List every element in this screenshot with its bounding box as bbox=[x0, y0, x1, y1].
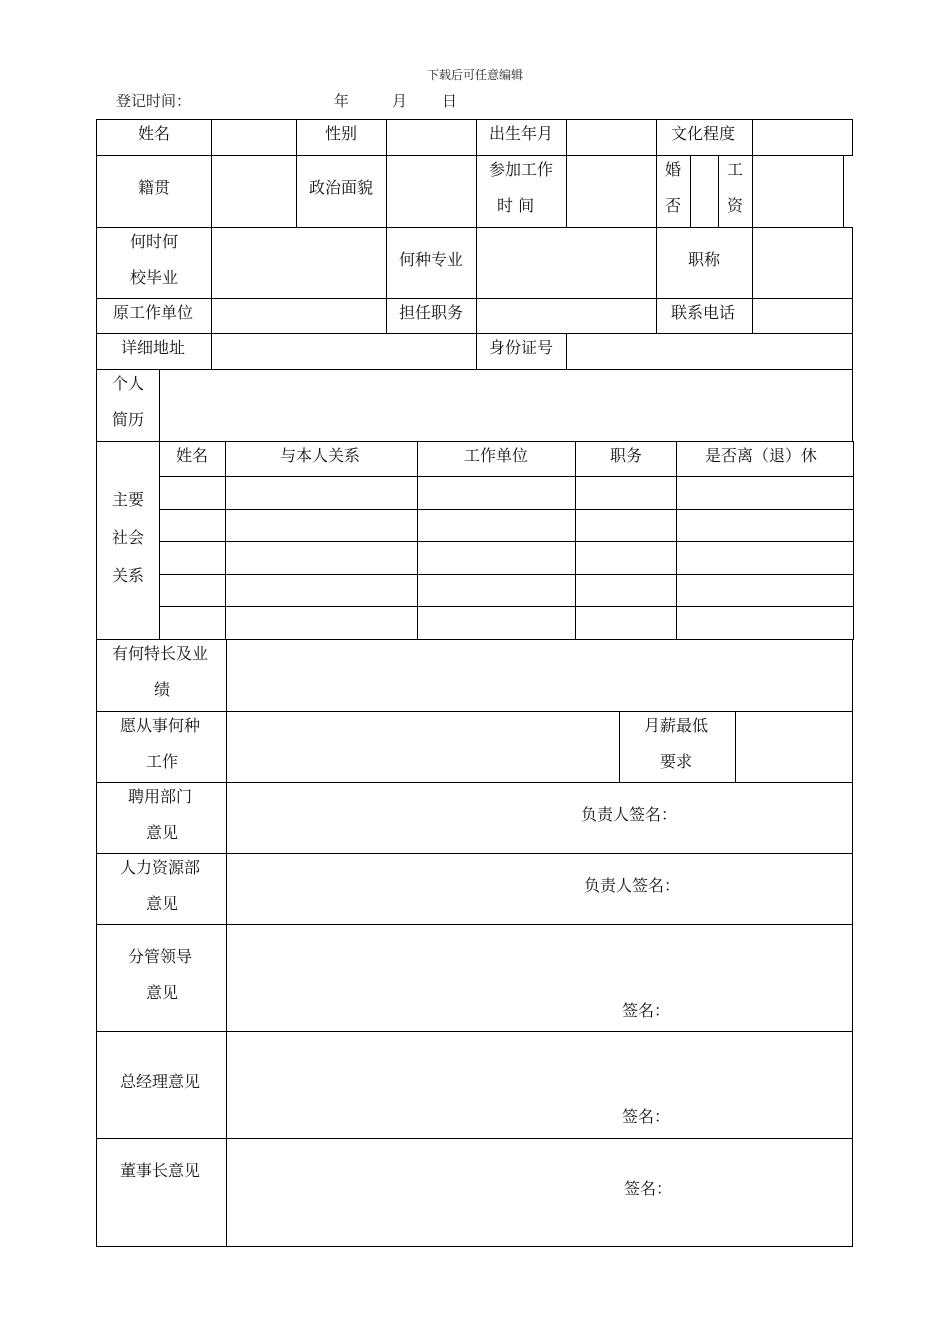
relation-employer-field[interactable] bbox=[417, 541, 576, 575]
specialty-field[interactable] bbox=[226, 639, 853, 712]
relation-type-field[interactable] bbox=[225, 509, 418, 542]
political-label-cell bbox=[296, 155, 387, 228]
relation-name-field[interactable] bbox=[159, 476, 226, 510]
relation-employer-field[interactable] bbox=[417, 509, 576, 542]
marriage-label-1: 婚 bbox=[665, 160, 682, 179]
phone-field[interactable] bbox=[752, 298, 853, 334]
chairman-signature: 签名： bbox=[624, 1179, 673, 1198]
gender-field[interactable] bbox=[386, 119, 477, 156]
specialty-label-2: 绩 bbox=[154, 680, 171, 699]
min-salary-field[interactable] bbox=[735, 711, 853, 783]
relations-label-1: 主要 bbox=[112, 490, 145, 509]
title-field[interactable] bbox=[752, 227, 853, 299]
resume-label-cell bbox=[96, 369, 160, 442]
salary-label-cell bbox=[718, 155, 753, 228]
gm-label-cell bbox=[96, 1031, 227, 1139]
relations-header-cell bbox=[575, 441, 677, 477]
relation-type-field[interactable] bbox=[225, 606, 418, 640]
resume-label-1: 个人 bbox=[112, 374, 145, 393]
relation-type-field[interactable] bbox=[225, 476, 418, 510]
education-field[interactable] bbox=[752, 119, 853, 156]
relations-header-cell bbox=[676, 441, 854, 477]
gm-signature: 签名： bbox=[622, 1107, 671, 1126]
min-salary-label-2: 要求 bbox=[660, 752, 693, 771]
relation-employer-field[interactable] bbox=[417, 574, 576, 607]
school-label-1: 何时何 bbox=[130, 232, 179, 251]
desired-job-field[interactable] bbox=[226, 711, 620, 783]
relation-type-field[interactable] bbox=[225, 541, 418, 575]
relations-header-label: 姓名 bbox=[176, 446, 209, 465]
relation-name-field[interactable] bbox=[159, 541, 226, 575]
phone-label-cell bbox=[656, 298, 753, 334]
relations-header-label: 与本人关系 bbox=[280, 446, 361, 465]
work-start-label-cell bbox=[476, 155, 567, 228]
hr-label-cell bbox=[96, 853, 227, 925]
name-label: 姓名 bbox=[138, 124, 171, 143]
native-place-field[interactable] bbox=[211, 155, 297, 228]
hr-signature: 负责人签名： bbox=[584, 876, 681, 895]
relation-position-field[interactable] bbox=[575, 541, 677, 575]
title-label: 职称 bbox=[688, 250, 721, 269]
hiring-dept-signature: 负责人签名： bbox=[581, 805, 678, 824]
relations-header-label: 职务 bbox=[610, 446, 643, 465]
resume-field[interactable] bbox=[159, 369, 853, 442]
min-salary-label-cell bbox=[619, 711, 736, 783]
leader-label-1: 分管领导 bbox=[128, 947, 193, 966]
hiring-dept-field[interactable] bbox=[226, 782, 853, 854]
relation-position-field[interactable] bbox=[575, 509, 677, 542]
major-label-cell bbox=[386, 227, 477, 299]
relations-header-label: 工作单位 bbox=[464, 446, 529, 465]
gm-field[interactable] bbox=[226, 1031, 853, 1139]
position-label-cell bbox=[386, 298, 477, 334]
address-field[interactable] bbox=[211, 333, 477, 370]
chairman-label: 董事长意见 bbox=[120, 1161, 201, 1180]
relation-name-field[interactable] bbox=[159, 574, 226, 607]
relation-retired-field[interactable] bbox=[676, 509, 854, 542]
political-field[interactable] bbox=[386, 155, 477, 228]
leader-signature: 签名： bbox=[622, 1001, 671, 1020]
relations-header-cell bbox=[159, 441, 226, 477]
birth-label-cell bbox=[476, 119, 567, 156]
chairman-field[interactable] bbox=[226, 1138, 853, 1247]
header-note: 下载后可任意编辑 bbox=[426, 68, 523, 82]
relations-header-cell bbox=[225, 441, 418, 477]
specialty-label-1: 有何特长及业 bbox=[112, 644, 209, 663]
desired-job-label-1: 愿从事何种 bbox=[120, 716, 201, 735]
desired-job-label-2: 工作 bbox=[146, 752, 179, 771]
salary-field[interactable] bbox=[752, 155, 844, 228]
marriage-label-cell bbox=[656, 155, 691, 228]
relations-header-label: 是否离（退）休 bbox=[705, 446, 818, 465]
registration-label: 登记时间： bbox=[116, 92, 192, 110]
resume-label-2: 简历 bbox=[112, 410, 145, 429]
id-number-field[interactable] bbox=[566, 333, 853, 370]
school-label-2: 校毕业 bbox=[130, 268, 179, 287]
hiring-dept-label-1: 聘用部门 bbox=[128, 787, 193, 806]
relations-label-2: 社会 bbox=[112, 528, 145, 547]
marriage-field[interactable] bbox=[690, 155, 719, 228]
id-number-label-cell bbox=[476, 333, 567, 370]
id-number-label: 身份证号 bbox=[489, 338, 554, 357]
address-label-cell bbox=[96, 333, 212, 370]
day-label: 日 bbox=[442, 92, 458, 110]
name-label-cell bbox=[96, 119, 212, 156]
hr-field[interactable] bbox=[226, 853, 853, 925]
position-field[interactable] bbox=[476, 298, 657, 334]
name-field[interactable] bbox=[211, 119, 297, 156]
year-label: 年 bbox=[334, 92, 350, 110]
marriage-label-2: 否 bbox=[665, 196, 682, 215]
chairman-label-cell bbox=[96, 1138, 227, 1247]
relation-name-field[interactable] bbox=[159, 606, 226, 640]
title-label-cell bbox=[656, 227, 753, 299]
native-place-label-cell bbox=[96, 155, 212, 228]
address-label: 详细地址 bbox=[121, 338, 186, 357]
major-label: 何种专业 bbox=[399, 250, 464, 269]
gm-label: 总经理意见 bbox=[120, 1072, 201, 1091]
gender-label: 性别 bbox=[325, 124, 358, 143]
prev-employer-label: 原工作单位 bbox=[113, 303, 194, 322]
political-label: 政治面貌 bbox=[309, 178, 374, 197]
school-label-cell bbox=[96, 227, 212, 299]
desired-job-label-cell bbox=[96, 711, 227, 783]
salary-label-1: 工 bbox=[727, 160, 744, 179]
gender-label-cell bbox=[296, 119, 387, 156]
birth-label: 出生年月 bbox=[489, 124, 554, 143]
relation-retired-field[interactable] bbox=[676, 606, 854, 640]
relation-position-field[interactable] bbox=[575, 574, 677, 607]
month-label: 月 bbox=[392, 92, 408, 110]
hr-label-1: 人力资源部 bbox=[120, 858, 201, 877]
education-label: 文化程度 bbox=[671, 124, 736, 143]
relation-name-field[interactable] bbox=[159, 509, 226, 542]
prev-employer-label-cell bbox=[96, 298, 212, 334]
leader-label-cell bbox=[96, 924, 227, 1032]
relation-employer-field[interactable] bbox=[417, 476, 576, 510]
relation-employer-field[interactable] bbox=[417, 606, 576, 640]
relation-retired-field[interactable] bbox=[676, 541, 854, 575]
relations-header-cell bbox=[417, 441, 576, 477]
leader-label-2: 意见 bbox=[146, 983, 179, 1002]
relation-retired-field[interactable] bbox=[676, 574, 854, 607]
major-field[interactable] bbox=[476, 227, 657, 299]
work-start-label-2: 时 间 bbox=[497, 196, 535, 215]
relations-label-cell bbox=[96, 441, 160, 640]
native-place-label: 籍贯 bbox=[138, 178, 171, 197]
hiring-dept-label-cell bbox=[96, 782, 227, 854]
school-field[interactable] bbox=[211, 227, 387, 299]
phone-label: 联系电话 bbox=[671, 303, 736, 322]
leader-field[interactable] bbox=[226, 924, 853, 1032]
work-start-field[interactable] bbox=[566, 155, 657, 228]
education-label-cell bbox=[656, 119, 753, 156]
min-salary-label-1: 月薪最低 bbox=[644, 716, 709, 735]
position-label: 担任职务 bbox=[399, 303, 464, 322]
specialty-label-cell bbox=[96, 639, 227, 712]
hr-label-2: 意见 bbox=[146, 894, 179, 913]
relation-position-field[interactable] bbox=[575, 606, 677, 640]
relation-position-field[interactable] bbox=[575, 476, 677, 510]
relations-label-3: 关系 bbox=[112, 566, 145, 585]
work-start-label-1: 参加工作 bbox=[489, 160, 554, 179]
relation-retired-field[interactable] bbox=[676, 476, 854, 510]
salary-label-2: 资 bbox=[727, 196, 744, 215]
relation-type-field[interactable] bbox=[225, 574, 418, 607]
application-form bbox=[97, 120, 853, 1248]
prev-employer-field[interactable] bbox=[211, 298, 387, 334]
birth-field[interactable] bbox=[566, 119, 657, 156]
hiring-dept-label-2: 意见 bbox=[146, 823, 179, 842]
